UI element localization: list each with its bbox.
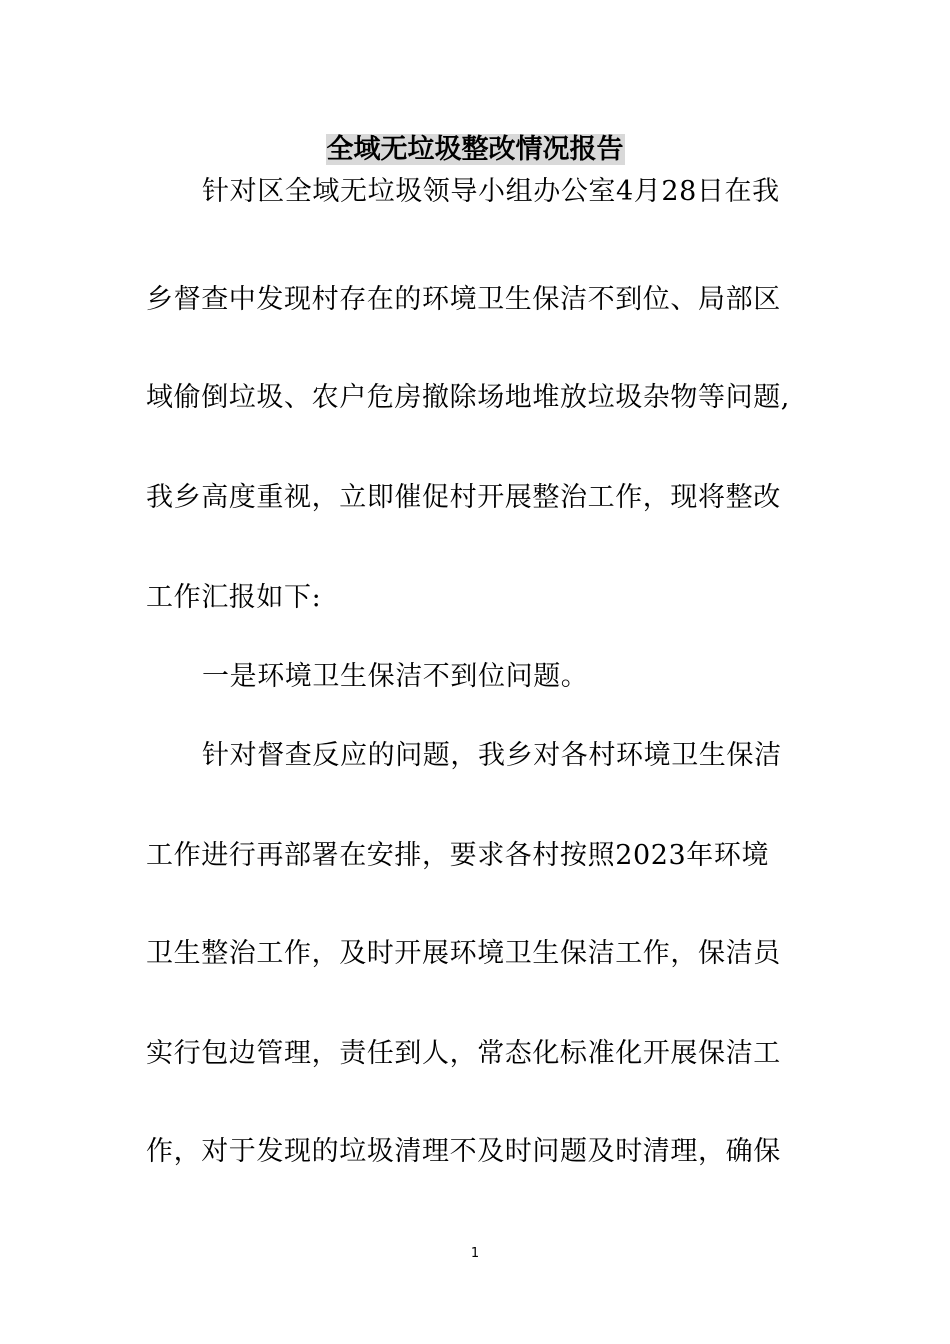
paragraph-line-9: 实行包边管理，责任到人，常态化标准化开展保洁工 bbox=[146, 1038, 781, 1069]
paragraph-line-2: 乡督查中发现村存在的环境卫生保洁不到位、局部区 bbox=[146, 284, 781, 315]
section-heading-1: 一是环境卫生保洁不到位问题。 bbox=[202, 661, 589, 692]
paragraph-line-6: 针对督查反应的问题，我乡对各村环境卫生保洁 bbox=[202, 740, 782, 771]
paragraph-line-7: 工作进行再部署在安排，要求各村按照2023年环境 bbox=[146, 840, 770, 871]
paragraph-line-8: 卫生整治工作，及时开展环境卫生保洁工作，保洁员 bbox=[146, 938, 781, 969]
page-number: 1 bbox=[470, 1246, 480, 1261]
document-title bbox=[0, 132, 950, 168]
document-title-text: 全域无垃圾整改情况报告 bbox=[326, 134, 624, 165]
paragraph-line-4: 我乡高度重视，立即催促村开展整治工作，现将整改 bbox=[146, 482, 781, 513]
paragraph-line-3: 域偷倒垃圾、农户危房撤除场地堆放垃圾杂物等问题, bbox=[146, 382, 790, 413]
paragraph-line-5: 工作汇报如下: bbox=[146, 582, 322, 613]
paragraph-line-10: 作，对于发现的垃圾清理不及时问题及时清理，确保 bbox=[146, 1136, 781, 1167]
paragraph-line-1: 针对区全域无垃圾领导小组办公室4月28日在我 bbox=[202, 176, 780, 207]
